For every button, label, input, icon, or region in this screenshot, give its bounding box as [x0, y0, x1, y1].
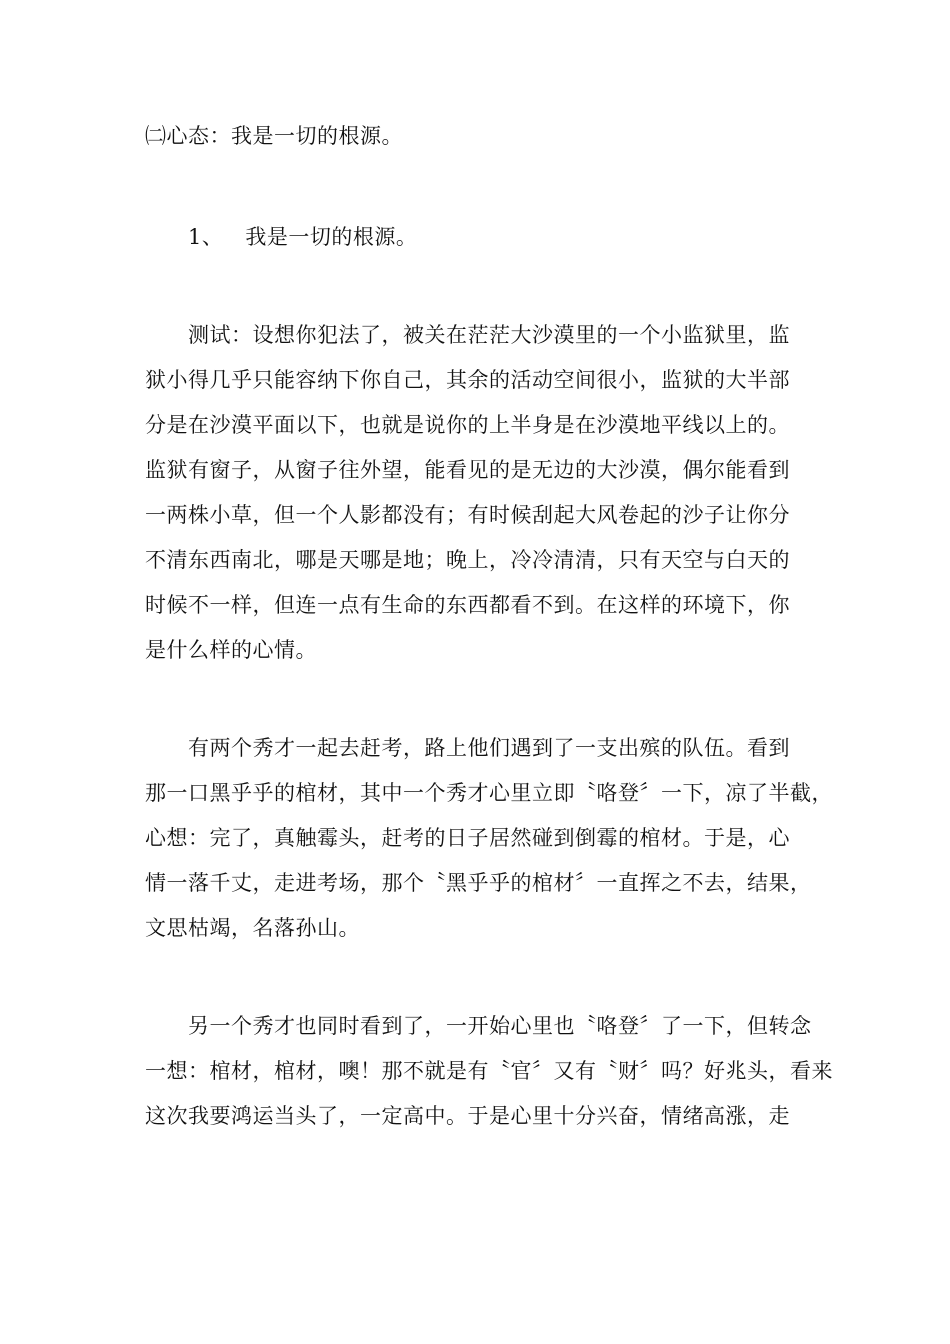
paragraph-line: 这次我要鸿运当头了，一定高中。于是心里十分兴奋，情绪高涨，走: [145, 1104, 790, 1128]
paragraph-line: 狱小得几乎只能容纳下你自己，其余的活动空间很小，监狱的大半部: [145, 368, 790, 392]
paragraph-line: 时候不一样，但连一点有生命的东西都看不到。在这样的环境下，你: [145, 593, 790, 617]
paragraph-line: 有两个秀才一起去赶考，路上他们遇到了一支出殡的队伍。看到: [188, 736, 790, 760]
paragraph-line: 监狱有窗子，从窗子往外望，能看见的是无边的大沙漠，偶尔能看到: [145, 458, 790, 482]
numbered-item: [188, 222, 417, 252]
paragraph-line: 情一落千丈，走进考场，那个〝黑乎乎的棺材〞一直挥之不去，结果，: [145, 871, 812, 895]
item-text: 我是一切的根源。: [245, 225, 418, 249]
paragraph-line: 文思枯竭，名落孙山。: [145, 916, 360, 940]
paragraph-line: 不清东西南北，哪是天哪是地；晚上，冷冷清清，只有天空与白天的: [145, 548, 790, 572]
section-heading: ㈡心态：我是一切的根源。: [145, 124, 403, 148]
paragraph-line: 测试：设想你犯法了，被关在茫茫大沙漠里的一个小监狱里，监: [188, 323, 790, 347]
paragraph-line: 是什么样的心情。: [145, 638, 317, 662]
paragraph-line: 一两株小草，但一个人影都没有；有时候刮起大风卷起的沙子让你分: [145, 503, 790, 527]
paragraph-line: 心想：完了，真触霉头，赶考的日子居然碰到倒霉的棺材。于是，心: [145, 826, 790, 850]
paragraph-line: 一想：棺材，棺材，噢！那不就是有〝官〞又有〝财〞吗？好兆头，看来: [145, 1059, 833, 1083]
paragraph-line: 分是在沙漠平面以下，也就是说你的上半身是在沙漠地平线以上的。: [145, 413, 790, 437]
paragraph-line: 另一个秀才也同时看到了，一开始心里也〝咯登〞了一下，但转念: [188, 1014, 812, 1038]
paragraph-line: 那一口黑乎乎的棺材，其中一个秀才心里立即〝咯登〞一下，凉了半截，: [145, 781, 833, 805]
item-number: 1、: [188, 225, 224, 249]
